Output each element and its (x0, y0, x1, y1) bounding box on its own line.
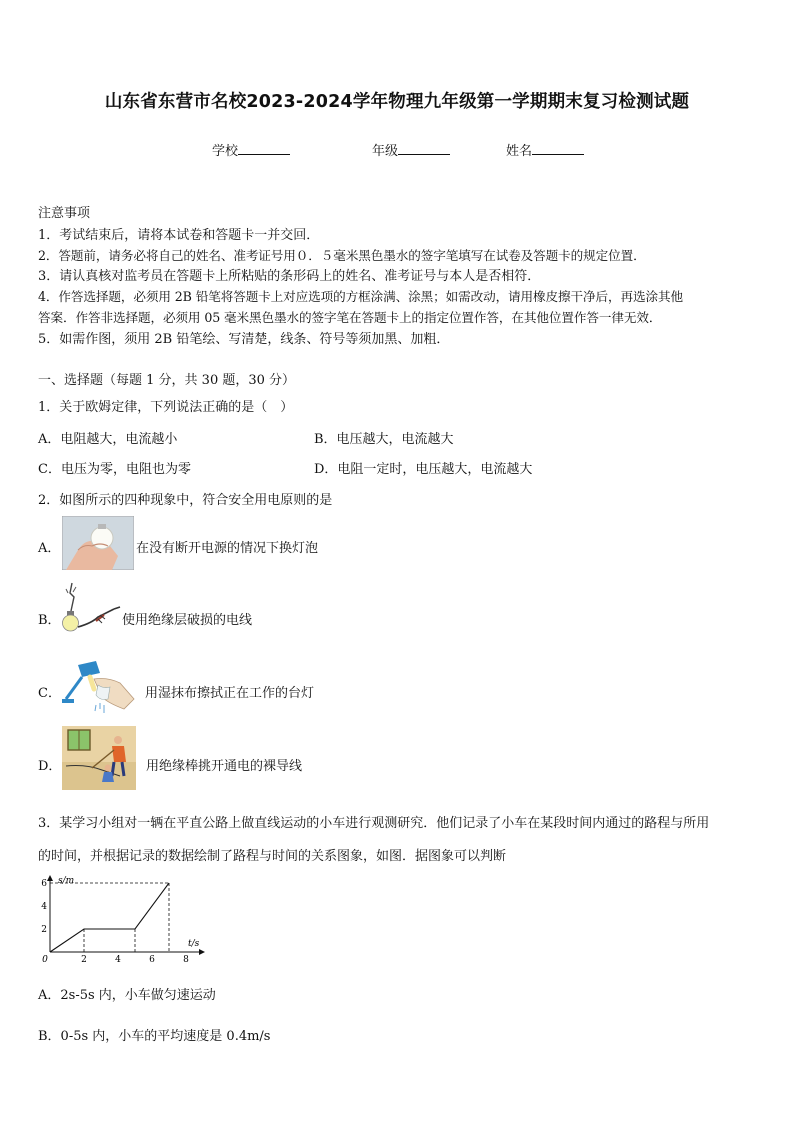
notice-item: 答案．作答非选择题，必须用 05 毫米黑色墨水的签字笔在答题卡上的指定位置作答，在其他位置作答一律无效． (38, 310, 662, 325)
hand-bulb-icon (62, 516, 134, 570)
notice-item: 4．作答选择题，必须用 2B 铅笔将答题卡上对应选项的方框涂满、涂黑；如需改动，请用橡皮擦干净后，再选涂其他 (38, 289, 683, 304)
y-tick-label: 4 (41, 902, 47, 912)
question-2-stem: 2．如图所示的四种现象中，符合安全用电原则的是 (38, 493, 333, 508)
grade-field[interactable] (372, 140, 450, 159)
q2-option-d-image (62, 726, 136, 794)
q2-option-a-image (62, 516, 134, 574)
grade-label: 年级 (372, 144, 399, 159)
q1-option-a: A．电阻越大，电流越小 (38, 432, 178, 447)
x-tick-label: 4 (115, 955, 121, 964)
q1-option-b: B．电压越大，电流越大 (314, 432, 454, 447)
q3-graph (36, 872, 208, 968)
x-tick-label: 6 (149, 955, 155, 964)
notice-item: 5．如需作图，须用 2B 铅笔绘、写清楚，线条、符号等须加黑、加粗． (38, 332, 450, 347)
q2-option-a-letter: A． (38, 541, 61, 556)
q2-option-b-letter: B． (38, 613, 61, 628)
q2-option-b-image (58, 581, 122, 657)
distance-time-graph (36, 872, 208, 964)
school-label: 学校 (212, 144, 239, 159)
q2-option-a-text: 在没有断开电源的情况下换灯泡 (136, 541, 319, 556)
name-blank[interactable] (532, 143, 584, 155)
y-axis-label: s/m (58, 876, 75, 886)
desk-lamp-icon (60, 659, 136, 717)
series-line (50, 883, 169, 952)
question-1-stem: 1．关于欧姆定律，下列说法正确的是（ ） (38, 400, 294, 415)
x-tick-label: 2 (81, 955, 87, 964)
q2-option-c-text: 用湿抹布擦拭正在工作的台灯 (145, 686, 315, 701)
q2-option-c-letter: C． (38, 686, 61, 701)
x-tick-label: 8 (183, 955, 189, 964)
q3-option-a: A．2s-5s 内，小车做匀速运动 (38, 988, 216, 1003)
q2-option-d-text: 用绝缘棒挑开通电的裸导线 (146, 759, 303, 774)
q2-option-b-text: 使用绝缘层破损的电线 (122, 613, 253, 628)
q2-option-d-letter: D． (38, 759, 62, 774)
q1-option-c: C．电压为零，电阻也为零 (38, 462, 191, 477)
notice-item: 2．答题前，请务必将自己的姓名、准考证号用０．５毫米黑色墨水的签字笔填写在试卷及答题卡的规定位置． (38, 248, 646, 263)
school-field[interactable] (212, 140, 290, 159)
x-tick-label: 0 (42, 955, 48, 964)
q2-option-c-image (60, 659, 136, 721)
q3-option-b: B．0-5s 内，小车的平均速度是 0.4m/s (38, 1029, 271, 1044)
exam-title: 山东省东营市名校2023-2024学年物理九年级第一学期期末复习检测试题 (104, 92, 690, 112)
broken-wire-icon (58, 581, 122, 653)
name-label: 姓名 (506, 144, 533, 159)
x-axis-label: t/s (188, 939, 200, 949)
section-heading: 一、选择题（每题 1 分，共 30 题，30 分） (38, 373, 296, 388)
insulating-rod-icon (62, 726, 136, 790)
question-3-stem-line1: 3．某学习小组对一辆在平直公路上做直线运动的小车进行观测研究．他们记录了小车在某段时间内通过的路程与所用 (38, 816, 710, 831)
name-field[interactable] (506, 140, 584, 159)
y-tick-label: 2 (41, 925, 47, 935)
q1-option-d: D．电阻一定时，电压越大，电流越大 (314, 462, 533, 477)
y-tick-label: 6 (41, 879, 47, 889)
notice-item: 1．考试结束后，请将本试卷和答题卡一并交回． (38, 228, 320, 243)
school-blank[interactable] (238, 143, 290, 155)
notice-item: 3．请认真核对监考员在答题卡上所粘贴的条形码上的姓名、准考证号与本人是否相符． (38, 269, 541, 284)
notice-heading: 注意事项 (38, 206, 91, 221)
question-3-stem-line2: 的时间，并根据记录的数据绘制了路程与时间的关系图象，如图．据图象可以判断 (38, 849, 507, 864)
grade-blank[interactable] (398, 143, 450, 155)
